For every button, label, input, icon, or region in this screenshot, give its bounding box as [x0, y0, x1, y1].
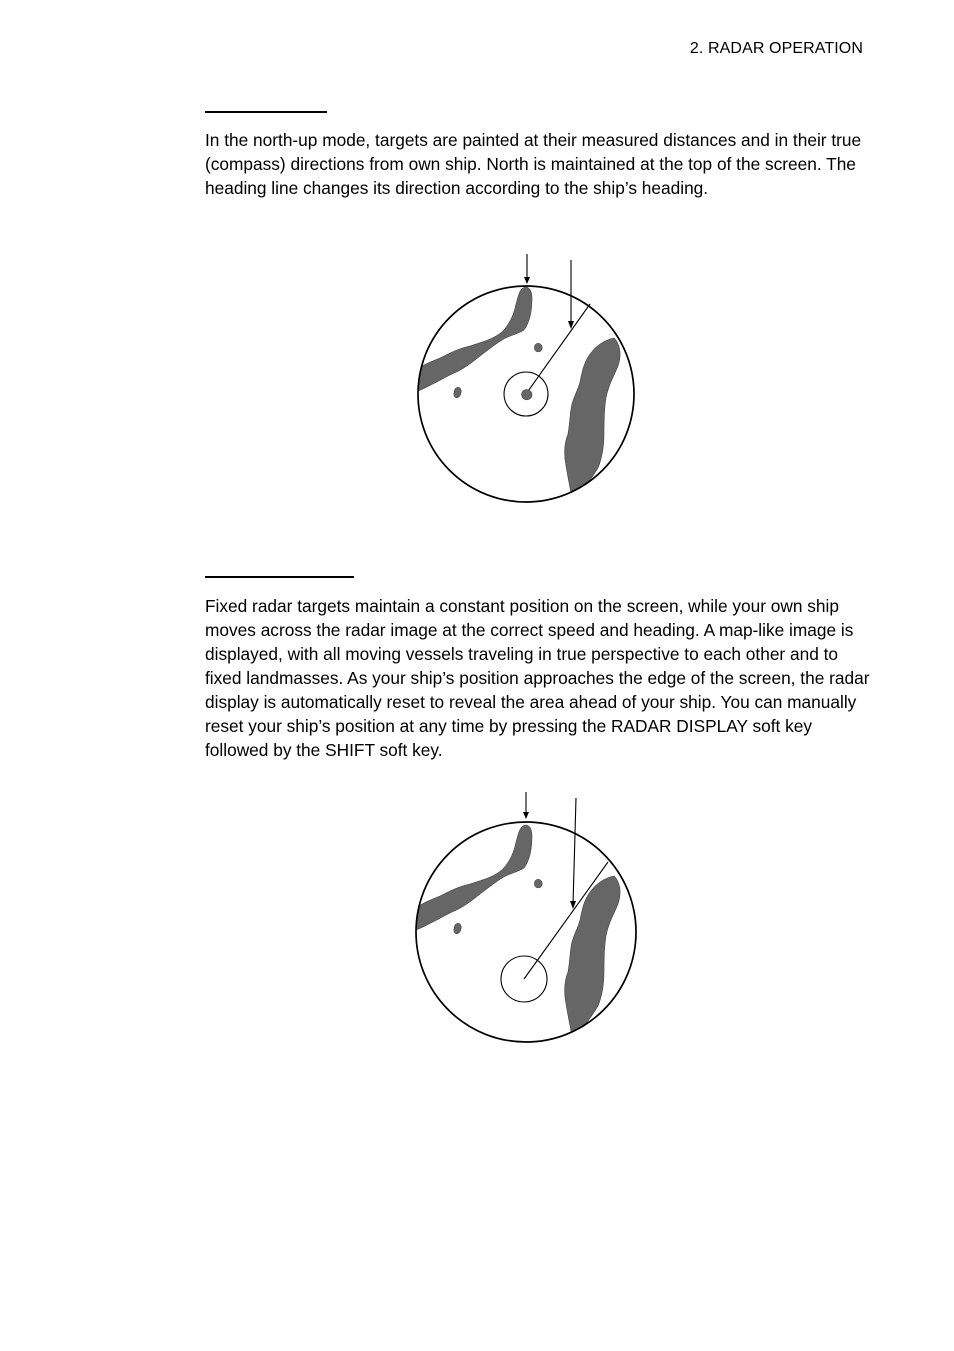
small-target-west — [454, 923, 461, 933]
north-marker-arrowhead — [523, 812, 529, 819]
true-motion-description: Fixed radar targets maintain a constant position on the screen, while your own ship moves across the radar image at the correct speed and heading. A map-like image is displayed, with all moving vessels traveling in true perspective to each other and to fixed landmasses. As your ship’s position approaches the edge of the screen, the radar display is automatically reset to reveal the area ahead of your ship. You can manually reset your ship’s position at any time by pressing the RADAR DISPLAY soft key followed by the SHIFT soft key. — [205, 596, 870, 760]
landmass-east — [565, 338, 620, 498]
small-target-north — [534, 343, 542, 351]
north-up-radar-diagram — [400, 248, 650, 510]
north-up-section — [205, 111, 870, 200]
north-up-radar-figure — [400, 248, 650, 510]
landmass-northwest — [410, 287, 532, 394]
true-motion-heading-underline — [205, 576, 354, 578]
heading-marker-line — [573, 798, 576, 905]
true-motion-radar-diagram — [400, 786, 650, 1048]
true-motion-radar-figure — [400, 786, 650, 1048]
small-target-west — [454, 387, 461, 397]
north-up-description: In the north-up mode, targets are painted at their measured distances and in their true (compass) directions from own ship. North is maintained at the top of the screen. The heading line changes its direction according to the ship’s heading. — [205, 130, 862, 198]
landmass-northwest — [410, 825, 532, 932]
running-header: 2. RADAR OPERATION — [689, 40, 863, 57]
north-marker-arrowhead — [524, 277, 530, 284]
true-motion-section — [205, 576, 870, 762]
small-target-north — [534, 879, 542, 887]
own-ship-marker — [522, 390, 532, 400]
north-up-heading-underline — [205, 111, 327, 113]
